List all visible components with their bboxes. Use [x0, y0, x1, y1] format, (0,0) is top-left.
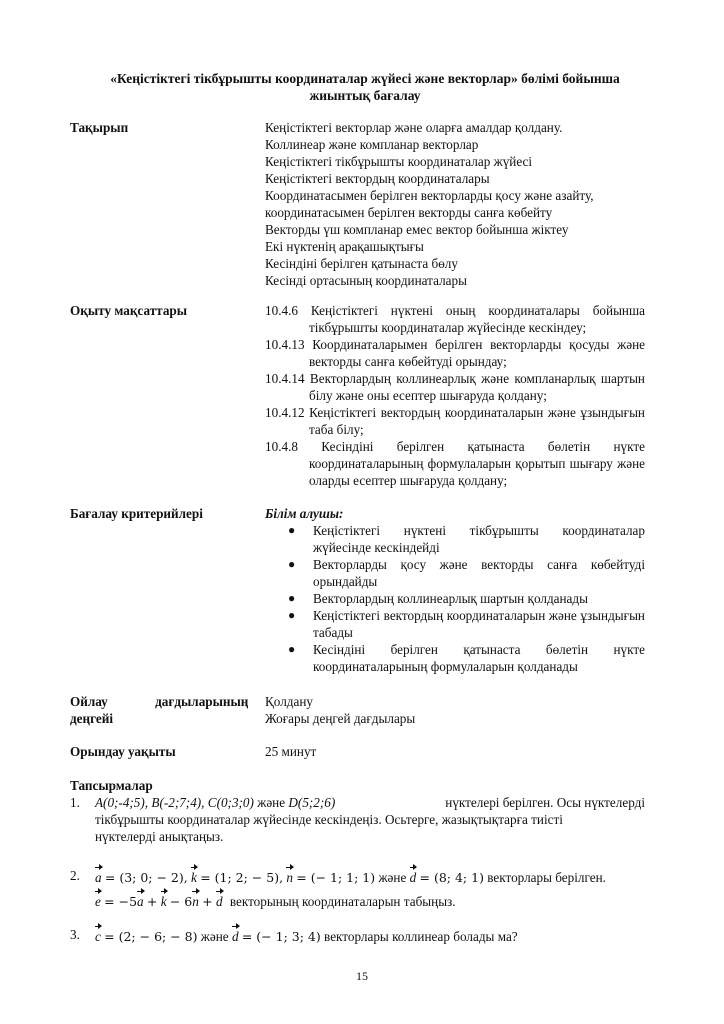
task-1-line1-rest: нүктелері берілген. Осы нүктелерді — [445, 795, 645, 810]
criteria-content — [265, 505, 645, 675]
topic-line: Екі нүктенің арақашықтығы — [265, 239, 424, 254]
skills-content — [265, 693, 645, 727]
skills-label-word: Ойлау дағдыларының — [70, 694, 249, 709]
vector-d: d — [410, 867, 417, 886]
expr-part: = −5 — [104, 894, 138, 909]
vector-a: a — [137, 891, 144, 910]
skills-line: Жоғары деңгей дағдылары — [265, 711, 416, 726]
vector-d-value: = (− 1; 3; 4) — [241, 929, 321, 944]
vector-k-value: = (1; 2; − 5), — [200, 870, 284, 885]
objective-item: 10.4.6 Кеңістіктегі нүктені оның координаталары бойынша тікбұрышты координаталар жүйесінде кескіндеу; — [265, 303, 645, 335]
expr-part: + — [146, 894, 158, 909]
task-1-body — [95, 794, 645, 845]
objective-item: 10.4.14 Векторлардың коллинеарлық және компланарлық шартын білу және оны есептер шығаруда қолдану; — [265, 371, 645, 403]
vector-n: n — [286, 867, 293, 886]
objectives-content — [265, 302, 645, 489]
vector-d: d — [216, 891, 223, 910]
vector-n: n — [192, 891, 199, 910]
task-1-point-d: D(5;2;6) — [288, 795, 336, 810]
topic-line: Кесінді ортасының координаталары — [265, 273, 467, 288]
topic-content — [265, 119, 645, 289]
time-label: Орындау уақыты — [70, 744, 176, 759]
task-2-line1-rest: векторлары берілген. — [487, 870, 606, 885]
objectives-label: Оқыту мақсаттары — [70, 303, 188, 318]
and-word: және — [378, 870, 407, 885]
vector-a-value: = (3; 0; − 2), — [104, 870, 188, 885]
task-1-points: A(0;-4;5), B(-2;7;4), C(0;3;0) — [95, 795, 254, 810]
topic-line: координатасымен берілген векторды санға көбейту — [265, 205, 553, 220]
and-word: және — [200, 929, 229, 944]
bullet-icon: ● — [288, 608, 296, 622]
skills-line: Қолдану — [265, 694, 314, 709]
task-3-rest: векторлары коллинеар болады ма? — [324, 929, 518, 944]
criteria-item: ● Векторлардың коллинеарлық шартын қолданады — [288, 591, 588, 606]
objective-item: 10.4.13 Координаталарымен берілген векторларды қосуды және векторды санға көбейтуді орындау; — [265, 337, 645, 369]
expr-part: − 6 — [169, 894, 193, 909]
topic-line: Координатасымен берілген векторларды қосу және азайту, — [265, 188, 594, 203]
topic-line: Векторды үш компланар емес вектор бойынша жіктеу — [265, 222, 569, 237]
page-number: 15 — [356, 969, 368, 983]
time-value: 25 минут — [265, 744, 317, 759]
vector-k: k — [161, 891, 167, 910]
vector-c-value: = (2; − 6; − 8) — [104, 929, 198, 944]
skills-label — [70, 693, 255, 727]
vector-a: a — [95, 867, 102, 886]
topic-line: Коллинеар және компланар векторлар — [265, 137, 479, 152]
criteria-list — [285, 522, 645, 675]
vector-d-value: = (8; 4; 1) — [419, 870, 484, 885]
bullet-icon: ● — [288, 642, 296, 656]
task-number: 1. — [70, 795, 80, 810]
topic-line: Кеңістіктегі векторлар және оларға амалдар қолдану. — [265, 120, 563, 135]
bullet-icon: ● — [288, 557, 296, 571]
task-3-body — [95, 926, 645, 945]
title-line-1: «Кеңістіктегі тікбұрышты координаталар жүйесі және векторлар» бөлімі бойынша — [110, 71, 620, 86]
criteria-label: Бағалау критерийлері — [70, 506, 203, 521]
and-word: және — [257, 795, 286, 810]
tasks-heading: Тапсырмалар — [70, 778, 153, 793]
learner-heading: Білім алушы: — [265, 506, 344, 521]
vector-k: k — [191, 867, 197, 886]
vector-n-value: = (− 1; 1; 1) — [296, 870, 376, 885]
topic-label: Тақырып — [70, 120, 129, 135]
criteria-item: ● Кеңістіктегі нүктені тікбұрышты координаталар жүйесінде кескіндейді — [288, 523, 645, 555]
objective-item: 10.4.12 Кеңістіктегі вектордың координаталарын және ұзындығын таба білу; — [265, 405, 645, 437]
task-2-line2-rest: векторының координаталарын табыңыз. — [229, 894, 456, 909]
vector-c: c — [95, 926, 101, 945]
task-number: 3. — [70, 927, 80, 942]
objective-item: 10.4.8 Кесіндіні берілген қатынаста бөлетін нүкте координаталарының формулаларын қорытып шығару және оларды есептер шығаруда қолдану; — [265, 439, 645, 488]
vector-d: d — [232, 926, 239, 945]
criteria-item: ● Векторларды қосу және векторды санға көбейтуді орындайды — [288, 557, 645, 589]
expr-part: + — [202, 894, 213, 909]
skills-label-word: деңгейі — [70, 711, 114, 726]
bullet-icon: ● — [288, 523, 296, 537]
bullet-icon: ● — [288, 591, 296, 605]
title-line-2: жиынтық бағалау — [309, 88, 421, 103]
criteria-item: ● Кесіндіні берілген қатынаста бөлетін нүкте координаталарының формулаларын қолданады — [288, 642, 645, 674]
vector-e: e — [95, 891, 101, 910]
task-2-body — [95, 867, 645, 910]
page-title — [80, 70, 650, 104]
task-1-line3: нүктелерді анықтаңыз. — [95, 829, 224, 844]
task-1-line2: тікбұрышты координаталар жүйесінде кескіндеңіз. Осьтерге, жазықтықтарға тиісті — [95, 812, 563, 827]
topic-line: Кесіндіні берілген қатынаста бөлу — [265, 256, 458, 271]
topic-line: Кеңістіктегі тікбұрышты координаталар жүйесі — [265, 154, 533, 169]
task-number: 2. — [70, 868, 80, 883]
topic-line: Кеңістіктегі вектордың координаталары — [265, 171, 490, 186]
criteria-item: ● Кеңістіктегі вектордың координаталарын және ұзындығын табады — [288, 608, 645, 640]
